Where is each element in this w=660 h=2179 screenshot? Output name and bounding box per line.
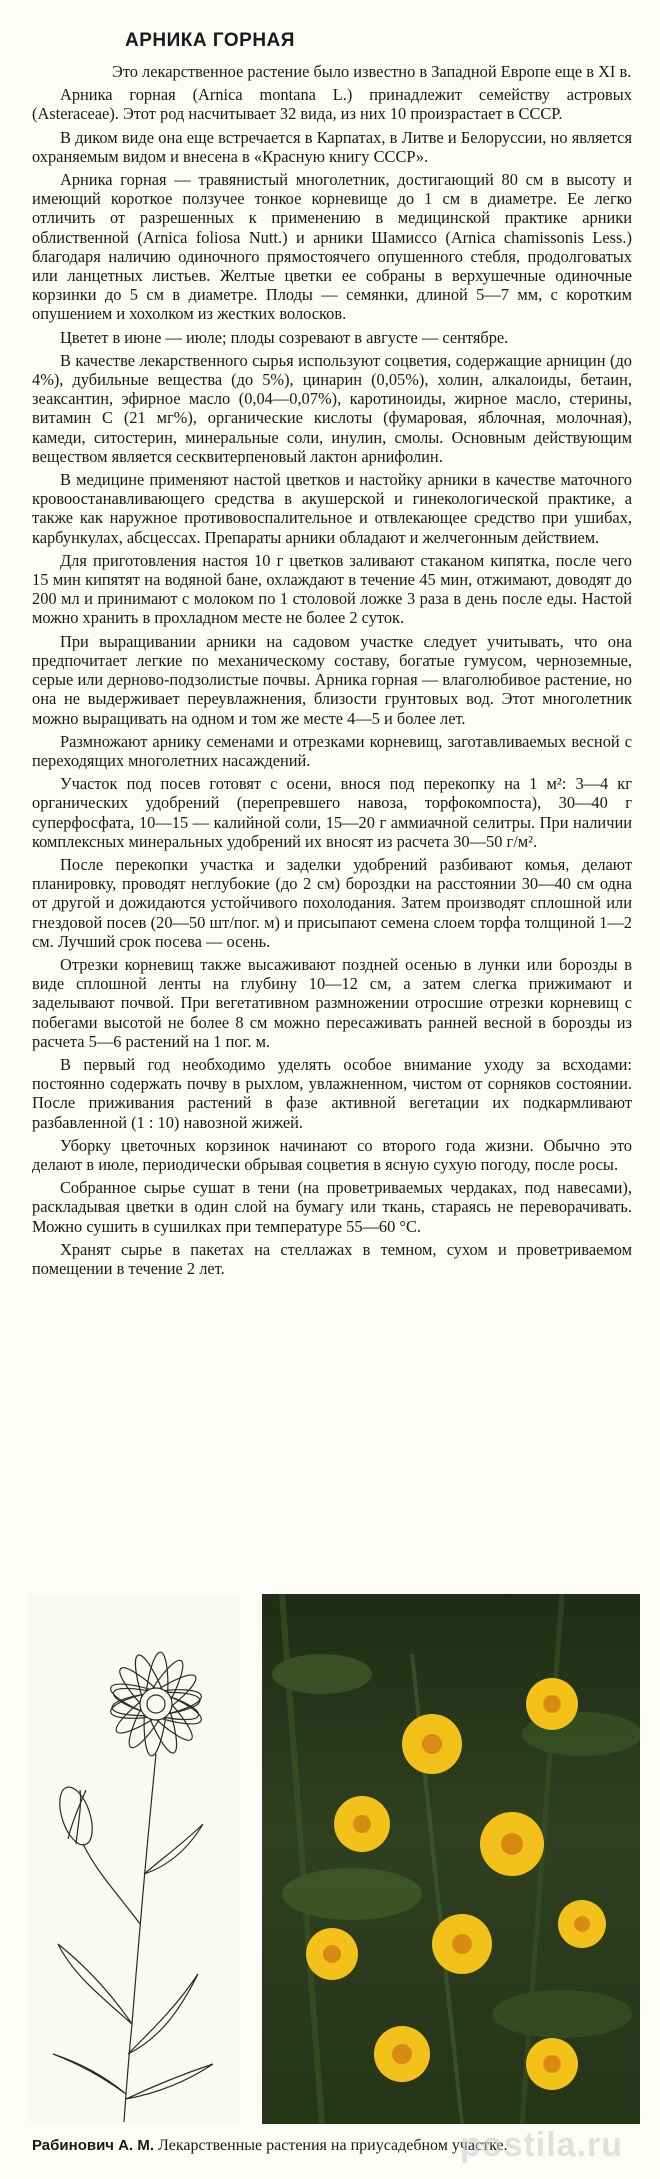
flowers-photo-icon: [262, 1594, 640, 2124]
paragraph: Арника горная — травянистый многолетник, достигающий 80 см в высоту и имеющий короткое ползучее тонкое корневище до 1 см в диаметре. Ее легко отличить от разрешенных к применению в медицинской практике арники облиственной (Arnica foliosa Nutt.) и арники Шамиссо (Arnica chamissonis Less.) благодаря наличию одиночного прямостоячего опушенного стебля, продолговатых или ланцетных листьев. Желтые цветки ее собраны в верхушечные одиночные корзинки до 5 см в диаметре. Плоды — семянки, длиной 5—7 мм, с коротким опушением и хохолком из жестких волосков.: [32, 170, 632, 324]
paragraph: Размножают арнику семенами и отрезками корневищ, заготавливаемых весной с переходящих многолетних насаждений.: [32, 731, 632, 770]
watermark: postila.ru: [460, 2126, 624, 2164]
arnica-line-drawing: [28, 1594, 240, 2124]
paragraph: Отрезки корневищ также высаживают поздней осенью в лунки или борозды в виде сплошной ленты на глубину 10—12 см, а затем слегка прижимают и заделывают почвой. При вегетативном размножении отросшие отрезки корневищ с побегами высотой не более 8 см можно пересаживать ранней весной в борозды из расчета 5—6 растений на 1 пог. м.: [32, 954, 632, 1051]
paragraph: Уборку цветочных корзинок начинают со второго года жизни. Обычно это делают в июле, периодически обрывая соцветия в ясную сухую погоду, после росы.: [32, 1135, 632, 1174]
flower-sketch-icon: [28, 1594, 240, 2124]
paragraph: В качестве лекарственного сырья используют соцветия, содержащие арницин (до 4%), дубильные вещества (до 5%), цинарин (0,05%), холин, алкалоиды, бетаин, зеаксантин, эфирное масло (0,04—0,07%), каротиноиды, жирное масло, стерины, витамин С (21 мг%), органические кислоты (фумаровая, яблочная, молочная), камеди, ситостерин, минеральные соли, инулин, смолы. Основным действующим веществом является сесквитерпеновый лактон арнифолин.: [32, 350, 632, 466]
arnica-photo: [262, 1594, 640, 2124]
paragraph: Арника горная (Arnica montana L.) принадлежит семейству астровых (Asteraceae). Этот род насчитывает 32 вида, из них 10 произрастает в СССР.: [32, 85, 632, 124]
paragraph: Для приготовления настоя 10 г цветков заливают стаканом кипятка, после чего 15 мин кипятят на водяной бане, охлаждают в течение 45 мин, отжимают, доводят до 200 мл и принимают с молоком по 1 столовой ложке 3 раза в день после еды. Настой можно хранить в прохладном месте не более 2 суток.: [32, 550, 632, 628]
paragraph: Хранят сырье в пакетах на стеллажах в темном, сухом и проветриваемом помещении в течение 2 лет.: [32, 1239, 632, 1278]
paragraph: Это лекарственное растение было известно в Западной Европе еще в XI в.: [112, 62, 632, 81]
paragraph: Собранное сырье сушат в тени (на проветриваемых чердаках, под навесами), раскладывая цветки в один слой на бумагу или ткань, стараясь не переворачивать. Можно сушить в сушилках при температуре 55—60 °С.: [32, 1178, 632, 1236]
caption-author: Рабинович А. М.: [32, 2137, 155, 2154]
article-body: [32, 62, 632, 1282]
caption-book: Лекарственные растения на приусадебном участке.: [158, 2137, 508, 2154]
paragraph: При выращивании арники на садовом участке следует учитывать, что она предпочитает легкие по механическому составу, богатые гумусом, черноземные, серые или дерново-подзолистые почвы. Арника горная — влаголюбивое растение, но она не выдерживает переувлажнения, близости грунтовых вод. Этот многолетник можно выращивать на одном и том же месте 4—5 и более лет.: [32, 631, 632, 728]
paragraph: Цветет в июне — июле; плоды созревают в августе — сентябре.: [60, 327, 509, 347]
paragraph: Участок под посев готовят с осени, внося под перекопку на 1 м²: 3—4 кг органических удобрений (перепревшего навоза, торфокомпоста), 30—40 г суперфосфата, 10—15 — калийной соли, 15—20 г аммиачной селитры. При наличии комплексных минеральных удобрений их вносят из расчета 30—50 г/м².: [32, 774, 632, 851]
paragraph: В медицине применяют настой цветков и настойку арники в качестве маточного кровоостанавливающего средства в акушерской и гинекологической практике, а также как наружное противовоспалительное и отвлекающее средство при ушибах, карбункулах, абсцессах. Препараты арники обладают и желчегонным действием.: [32, 470, 632, 547]
article-title: АРНИКА ГОРНАЯ: [125, 30, 295, 51]
paragraph: После перекопки участка и заделки удобрений разбивают комья, делают планировку, проводят неглубокие (до 2 см) бороздки на расстоянии 30—40 см одна от другой и дожидаются устойчивого похолодания. Затем производят сплошной или гнездовой посев (20—50 шт/пог. м) и присыпают семена слоем торфа толщиной 1—2 см. Лучший срок посева — осень.: [32, 854, 632, 951]
paragraph: В первый год необходимо уделять особое внимание уходу за всходами: постоянно содержать почву в рыхлом, увлажненном, чистом от сорняков состоянии. После приживания растений в фазе активной вегетации их подкармливают разбавленной (1 : 10) навозной жижей.: [32, 1054, 632, 1132]
paragraph: В диком виде она еще встречается в Карпатах, в Литве и Белоруссии, но является охраняемым видом и внесена в «Красную книгу СССР».: [32, 127, 632, 166]
